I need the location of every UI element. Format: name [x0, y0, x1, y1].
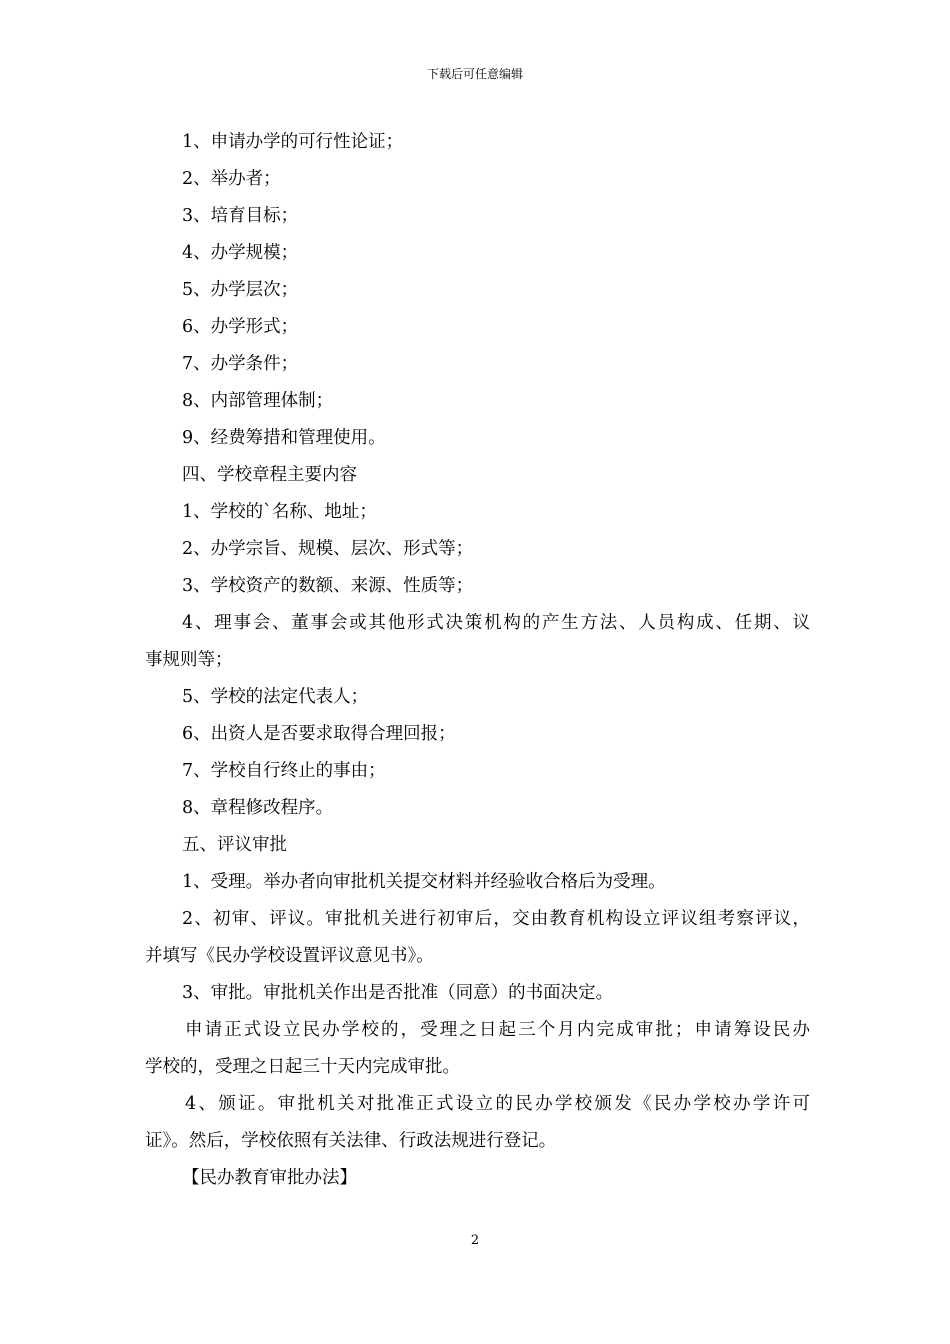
paragraph-continuation: 学校的，受理之日起三十天内完成审批。	[145, 1057, 460, 1077]
list-item: 6、出资人是否要求取得合理回报；	[182, 724, 456, 744]
list-item: 5、学校的法定代表人；	[182, 687, 369, 707]
list-item: 6、办学形式；	[182, 317, 299, 337]
list-item: 3、培育目标；	[182, 206, 299, 226]
list-item: 7、办学条件；	[182, 354, 299, 374]
list-item: 8、章程修改程序。	[182, 798, 334, 818]
list-item: 3、审批。审批机关作出是否批准（同意）的书面决定。	[182, 983, 614, 1003]
list-item: 1、学校的`名称、地址；	[182, 502, 377, 522]
list-item: 7、学校自行终止的事由；	[182, 761, 386, 781]
document-body	[145, 124, 810, 1197]
section-heading: 五、评议审批	[182, 835, 287, 855]
list-item: 8、内部管理体制；	[182, 391, 334, 411]
list-item: 3、学校资产的数额、来源、性质等；	[182, 576, 474, 596]
list-item: 4、办学规模；	[182, 243, 299, 263]
list-item: 2、办学宗旨、规模、层次、形式等；	[182, 539, 474, 559]
list-item: 1、申请办学的可行性论证；	[182, 132, 404, 152]
list-item: 5、办学层次；	[182, 280, 299, 300]
list-item-continuation: 证》。然后，学校依照有关法律、行政法规进行登记。	[145, 1131, 557, 1151]
list-item: 9、经费筹措和管理使用。	[182, 428, 386, 448]
list-item: 4、颁证。审批机关对批准正式设立的民办学校颁发《民办学校办学许可	[185, 1094, 810, 1114]
page-number: 2	[470, 1233, 480, 1248]
section-heading: 四、学校章程主要内容	[182, 465, 357, 485]
list-item: 1、受理。举办者向审批机关提交材料并经验收合格后为受理。	[182, 872, 666, 892]
paragraph: 申请正式设立民办学校的，受理之日起三个月内完成审批；申请筹设民办	[185, 1020, 810, 1040]
closing-heading: 【民办教育审批办法】	[182, 1168, 357, 1188]
list-item: 4、理事会、董事会或其他形式决策机构的产生方法、人员构成、任期、议	[182, 613, 810, 633]
list-item: 2、举办者；	[182, 169, 281, 189]
list-item-continuation: 并填写《民办学校设置评议意见书》。	[145, 946, 434, 966]
page-header: 下载后可任意编辑	[426, 67, 523, 81]
list-item-continuation: 事规则等；	[145, 650, 233, 670]
list-item: 2、初审、评议。审批机关进行初审后，交由教育机构设立评议组考察评议，	[182, 909, 810, 929]
